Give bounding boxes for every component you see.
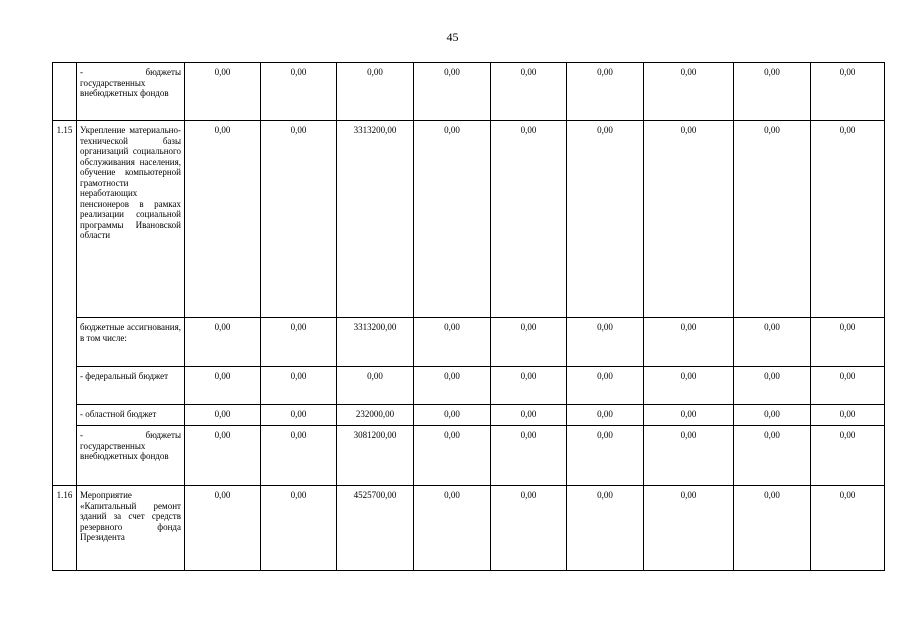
value-cell: 0,00: [337, 367, 414, 405]
table-row: [53, 63, 885, 121]
budget-table: [52, 62, 885, 571]
value-cell: 0,00: [644, 121, 734, 318]
value-cell: 0,00: [811, 367, 885, 405]
value-cell: 3313200,00: [337, 121, 414, 318]
value-cell: 0,00: [491, 121, 567, 318]
table-row: [53, 367, 885, 405]
value-cell: 0,00: [644, 63, 734, 121]
value-cell: 0,00: [644, 318, 734, 367]
value-cell: 0,00: [567, 486, 644, 571]
value-cell: 0,00: [414, 367, 491, 405]
value-cell: 0,00: [261, 318, 337, 367]
row-label: - областной бюджет: [77, 405, 185, 426]
value-cell: 0,00: [261, 405, 337, 426]
value-cell: 0,00: [185, 63, 261, 121]
value-cell: 0,00: [567, 121, 644, 318]
table-row: [53, 318, 885, 367]
row-label: Мероприятие «Капитальный ремонт зданий за счет средств резервного фонда Президента: [77, 486, 185, 571]
row-label: - федеральный бюджет: [77, 367, 185, 405]
value-cell: 0,00: [644, 367, 734, 405]
value-cell: 0,00: [734, 426, 811, 486]
value-cell: 0,00: [185, 486, 261, 571]
value-cell: 0,00: [734, 367, 811, 405]
value-cell: 0,00: [491, 367, 567, 405]
value-cell: 0,00: [811, 426, 885, 486]
value-cell: 0,00: [811, 121, 885, 318]
row-label: - бюджеты государственных внебюджетных фондов: [77, 426, 185, 486]
value-cell: 0,00: [567, 318, 644, 367]
value-cell: 0,00: [811, 63, 885, 121]
value-cell: 0,00: [644, 486, 734, 571]
value-cell: 0,00: [734, 121, 811, 318]
value-cell: 0,00: [185, 367, 261, 405]
row-number: [53, 63, 77, 121]
value-cell: 0,00: [644, 426, 734, 486]
row-number: 1.16: [53, 486, 77, 571]
value-cell: 0,00: [185, 121, 261, 318]
value-cell: 0,00: [261, 121, 337, 318]
value-cell: 0,00: [491, 318, 567, 367]
value-cell: 0,00: [567, 367, 644, 405]
value-cell: 0,00: [734, 318, 811, 367]
row-label: бюджетные ассигнования, в том числе:: [77, 318, 185, 367]
value-cell: 0,00: [734, 63, 811, 121]
value-cell: 0,00: [261, 63, 337, 121]
value-cell: 0,00: [491, 426, 567, 486]
value-cell: 0,00: [491, 63, 567, 121]
value-cell: 0,00: [414, 426, 491, 486]
value-cell: 0,00: [414, 63, 491, 121]
value-cell: 0,00: [185, 426, 261, 486]
table-row: [53, 405, 885, 426]
table-row: [53, 426, 885, 486]
row-label: - бюджеты государственных внебюджетных фондов: [77, 63, 185, 121]
value-cell: 4525700,00: [337, 486, 414, 571]
value-cell: 0,00: [261, 426, 337, 486]
value-cell: 0,00: [337, 63, 414, 121]
value-cell: 0,00: [567, 405, 644, 426]
value-cell: 0,00: [734, 405, 811, 426]
value-cell: 232000,00: [337, 405, 414, 426]
value-cell: 0,00: [414, 405, 491, 426]
value-cell: 0,00: [811, 405, 885, 426]
page-number: 45: [446, 30, 459, 44]
value-cell: 0,00: [734, 486, 811, 571]
row-number: 1.15: [53, 121, 77, 486]
value-cell: 0,00: [261, 486, 337, 571]
value-cell: 0,00: [491, 405, 567, 426]
value-cell: 0,00: [185, 318, 261, 367]
table-row: [53, 486, 885, 571]
value-cell: 0,00: [491, 486, 567, 571]
value-cell: 0,00: [567, 426, 644, 486]
value-cell: 0,00: [811, 318, 885, 367]
value-cell: 0,00: [644, 405, 734, 426]
table-row: [53, 121, 885, 318]
value-cell: 3313200,00: [337, 318, 414, 367]
value-cell: 0,00: [185, 405, 261, 426]
value-cell: 0,00: [567, 63, 644, 121]
value-cell: 0,00: [414, 318, 491, 367]
value-cell: 0,00: [811, 486, 885, 571]
value-cell: 0,00: [414, 486, 491, 571]
value-cell: 0,00: [414, 121, 491, 318]
value-cell: 0,00: [261, 367, 337, 405]
row-label: Укрепление материально-технической базы организаций социального обслуживания населения, обучение компьютерной грамотности неработающих пенсионеров в рамках реализации социальной программы Ивановской области: [77, 121, 185, 318]
value-cell: 3081200,00: [337, 426, 414, 486]
